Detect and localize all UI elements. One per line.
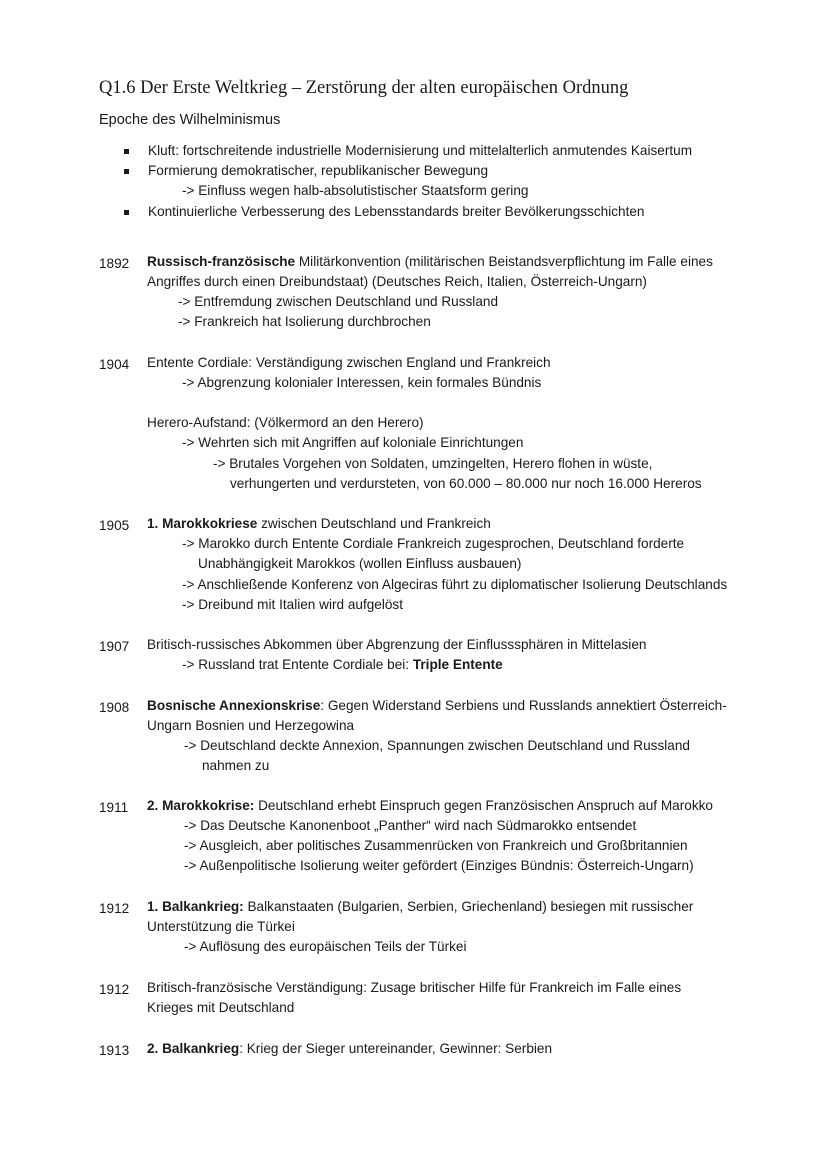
event-year-1908: 1908: [99, 700, 130, 715]
event-1911-line1: [147, 796, 713, 816]
event-1904-line1: Entente Cordiale: Verständigung zwischen England und Frankreich: [147, 355, 551, 370]
bullet-item: Formierung demokratischer, republikanischer Bewegung: [148, 163, 489, 178]
event-1892-consequence: -> Frankreich hat Isolierung durchbrochen: [178, 314, 431, 329]
event-1911-consequence: -> Das Deutsche Kanonenboot „Panther“ wird nach Südmarokko entsendet: [184, 818, 637, 833]
event-1911-text: Deutschland erhebt Einspruch gegen Französischen Anspruch auf Marokko: [254, 798, 713, 813]
bullet-item: Kontinuierliche Verbesserung des Lebensstandards breiter Bevölkerungsschichten: [148, 204, 645, 219]
event-1905-text: zwischen Deutschland und Frankreich: [257, 516, 491, 531]
event-year-1913: 1913: [99, 1043, 130, 1058]
event-1913-keyword: 2. Balkankrieg: [147, 1041, 240, 1056]
event-year-1912: 1912: [99, 982, 130, 997]
herero-consequence: -> Brutales Vorgehen von Soldaten, umzingelten, Herero flohen in wüste,: [213, 456, 653, 471]
event-1912a-keyword: 1. Balkankrieg:: [147, 899, 244, 914]
event-1892-text: Militärkonvention (militärischen Beistandsverpflichtung im Falle eines: [295, 254, 713, 269]
event-1908-consequence-cont: nahmen zu: [202, 758, 270, 773]
event-1912a-consequence: -> Auflösung des europäischen Teils der Türkei: [184, 939, 467, 954]
event-year-1912: 1912: [99, 901, 130, 916]
event-year-1892: 1892: [99, 256, 130, 271]
bullet-subitem: -> Einfluss wegen halb-absolutistischer Staatsform gering: [182, 183, 529, 198]
event-1913-text: : Krieg der Sieger untereinander, Gewinner: Serbien: [239, 1041, 553, 1056]
event-1907-consequence-text: -> Russland trat Entente Cordiale bei:: [182, 657, 413, 672]
event-1911-consequence: -> Ausgleich, aber politisches Zusammenrücken von Frankreich und Großbritannien: [184, 838, 688, 853]
herero-consequence: -> Wehrten sich mit Angriffen auf koloniale Einrichtungen: [182, 435, 524, 450]
event-year-1907: 1907: [99, 639, 130, 654]
page-title: Q1.6 Der Erste Weltkrieg – Zerstörung der alten europäischen Ordnung: [99, 78, 629, 98]
event-1907-keyword: Triple Entente: [412, 657, 503, 672]
herero-heading: Herero-Aufstand: (Völkermord an den Herero): [147, 415, 424, 430]
event-1912a-line2: Unterstützung die Türkei: [147, 919, 295, 934]
section-heading: Epoche des Wilhelminismus: [99, 112, 281, 128]
event-1908-keyword: Bosnische Annexionskrise: [147, 698, 321, 713]
event-1905-consequence: -> Anschließende Konferenz von Algeciras führt zu diplomatischer Isolierung Deutschlands: [182, 577, 728, 592]
event-1908-consequence: -> Deutschland deckte Annexion, Spannungen zwischen Deutschland und Russland: [184, 738, 690, 753]
event-1907-consequence: [182, 655, 503, 675]
event-1912b-line2: Krieges mit Deutschland: [147, 1000, 295, 1015]
bullet-item: Kluft: fortschreitende industrielle Modernisierung und mittelalterlich anmutendes Kaisertum: [148, 143, 693, 158]
event-year-1911: 1911: [99, 800, 129, 815]
event-1912a-line1: [147, 897, 693, 917]
event-1912b-line1: Britisch-französische Verständigung: Zusage britischer Hilfe für Frankreich im Falle eines: [147, 980, 682, 995]
event-1908-text: : Gegen Widerstand Serbiens und Russlands annektiert Österreich-: [320, 698, 727, 713]
event-1911-keyword: 2. Marokkokrise:: [147, 798, 255, 813]
event-1907-line1: Britisch-russisches Abkommen über Abgrenzung der Einflusssphären in Mittelasien: [147, 637, 647, 652]
event-year-1904: 1904: [99, 357, 130, 372]
event-1908-line2: Ungarn Bosnien und Herzegowina: [147, 718, 355, 733]
event-year-1905: 1905: [99, 518, 130, 533]
event-1892-line2: Angriffes durch einen Dreibundstaat) (Deutsches Reich, Italien, Österreich-Ungarn): [147, 274, 647, 289]
event-1911-consequence: -> Außenpolitische Isolierung weiter gefördert (Einziges Bündnis: Österreich-Ungarn): [184, 858, 694, 873]
event-1905-consequence-cont: Unabhängigkeit Marokkos (wollen Einfluss ausbauen): [198, 556, 522, 571]
event-1905-consequence: -> Dreibund mit Italien wird aufgelöst: [182, 597, 404, 612]
event-1892-line1: [147, 252, 713, 272]
herero-consequence-cont: verhungerten und verdursteten, von 60.000 – 80.000 nur noch 16.000 Hereros: [230, 476, 702, 491]
event-1892-keyword: Russisch-französische: [147, 254, 296, 269]
event-1905-line1: [147, 514, 491, 534]
event-1904-consequence: -> Abgrenzung kolonialer Interessen, kein formales Bündnis: [182, 375, 542, 390]
event-1908-line1: [147, 696, 727, 716]
event-1905-keyword: 1. Marokkokriese: [147, 516, 258, 531]
event-1912a-text: Balkanstaaten (Bulgarien, Serbien, Griechenland) besiegen mit russischer: [243, 899, 694, 914]
event-1892-consequence: -> Entfremdung zwischen Deutschland und Russland: [178, 294, 499, 309]
event-1913-line1: [147, 1039, 552, 1059]
event-1905-consequence: -> Marokko durch Entente Cordiale Frankreich zugesprochen, Deutschland forderte: [182, 536, 685, 551]
